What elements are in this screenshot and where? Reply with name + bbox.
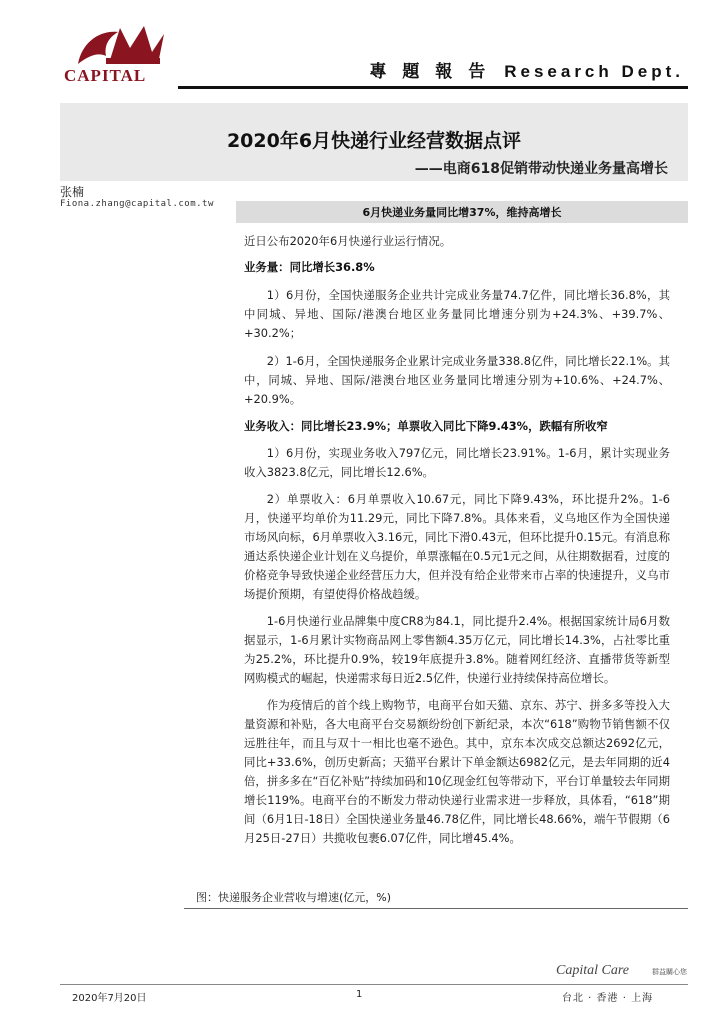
report-type-cn: 專 題 報 告 <box>369 62 491 82</box>
footer-rule <box>60 984 688 985</box>
figure-caption: 图：快递服务企业营收与增速(亿元，%) <box>196 891 392 904</box>
section-volume-heading: 业务量：同比增长36.8% <box>244 260 375 274</box>
section-revenue-heading: 业务收入：同比增长23.9%；单票收入同比下降9.43%，跌幅有所收窄 <box>244 419 608 433</box>
highlight-text: 6月快递业务量同比增37%，维持高增长 <box>362 206 562 219</box>
paragraph-volume-2: 2）1-6月，全国快递服务企业累计完成业务量338.8亿件，同比增长22.1%。其中，同城、异地、国际/港澳台地区业务量同比增速分别为+10.6%、+24.7%、+20.9%。 <box>244 354 670 406</box>
intro-paragraph: 近日公布2020年6月快递行业运行情况。 <box>244 234 452 248</box>
page-number: 1 <box>356 989 363 1000</box>
header-rule <box>178 86 688 89</box>
footer-brand-sub: 群益關心您 <box>652 968 687 976</box>
report-type-en: Research Dept. <box>504 62 684 81</box>
paragraph-revenue-2: 2）单票收入：6月单票收入10.67元，同比下降9.43%，环比提升2%。1-6月，快递平均单价为11.29元，同比下降7.8%。具体来看，义乌地区作为全国快递市场风向标，6月单票收入3.16元，同比下滑0.43元，但环比提升0.15元。有消息称通达系快递企业计划在义乌提价，单票涨幅在0.5元1元之间，从往期数据看，过度的价格竞争导致快递企业经营压力大，但并没有给企业带来市占率的快速提升，义乌市场提价预期，有望使得价格战趋缓。 <box>244 492 670 601</box>
footer-date: 2020年7月20日 <box>72 993 147 1004</box>
paragraph-618: 作为疫情后的首个线上购物节，电商平台如天猫、京东、苏宁、拼多多等投入大量资源和补贴，各大电商平台交易额纷纷创下新纪录，本次“618”购物节销售额不仅远胜往年，而且与双十一相比也毫不逊色。其中，京东本次成交总额达2692亿元，同比+33.6%，创历史新高；天猫平台累计下单金额达6982亿元，是去年同期的近4倍，拼多多在“百亿补贴”持续加码和10亿现金红包等带动下，平台订单量较去年同期增长119%。电商平台的不断发力带动快递行业需求进一步释放，具体看，“618”期间（6月1日-18日）全国快递业务量46.78亿件，同比增长48.66%，端午节假期（6月25日-27日）共揽收包裹6.07亿件，同比增45.4%。 <box>244 698 670 845</box>
report-type-title <box>369 57 684 82</box>
author-name: 张楠 <box>60 185 85 199</box>
highlight-banner <box>236 201 688 223</box>
paragraph-volume-1: 1）6月份，全国快递服务企业共计完成业务量74.7亿件，同比增长36.8%，其中同城、异地、国际/港澳台地区业务量同比增速分别为+24.3%、+39.7%、+30.2%； <box>244 288 670 340</box>
paragraph-revenue-1: 1）6月份，实现业务收入797亿元，同比增长23.91%。1-6月，累计实现业务收入3823.8亿元，同比增长12.6%。 <box>244 446 670 479</box>
logo-text: CAPITAL <box>64 66 147 85</box>
figure-rule <box>184 908 688 909</box>
paragraph-concentration: 1-6月快递行业品牌集中度CR8为84.1，同比提升2.4%。根据国家统计局6月数据显示，1-6月累计实物商品网上零售额4.35万亿元，同比增长14.3%，占社零比重为25.2%，环比提升0.9%，较19年底提升3.8%。随着网红经济、直播带货等新型网购模式的崛起，快递需求每日近2.5亿件，快递行业持续保持高位增长。 <box>244 614 670 685</box>
footer-brand: Capital Care <box>556 963 629 978</box>
report-subtitle: ——电商618促销带动快递业务量高增长 <box>414 161 668 177</box>
footer-cities: 台北 · 香港 · 上海 <box>562 993 654 1004</box>
author-email[interactable]: Fiona.zhang@capital.com.tw <box>60 199 214 209</box>
report-title: 2020年6月快递行业经营数据点评 <box>226 130 522 152</box>
body-column <box>244 232 670 848</box>
